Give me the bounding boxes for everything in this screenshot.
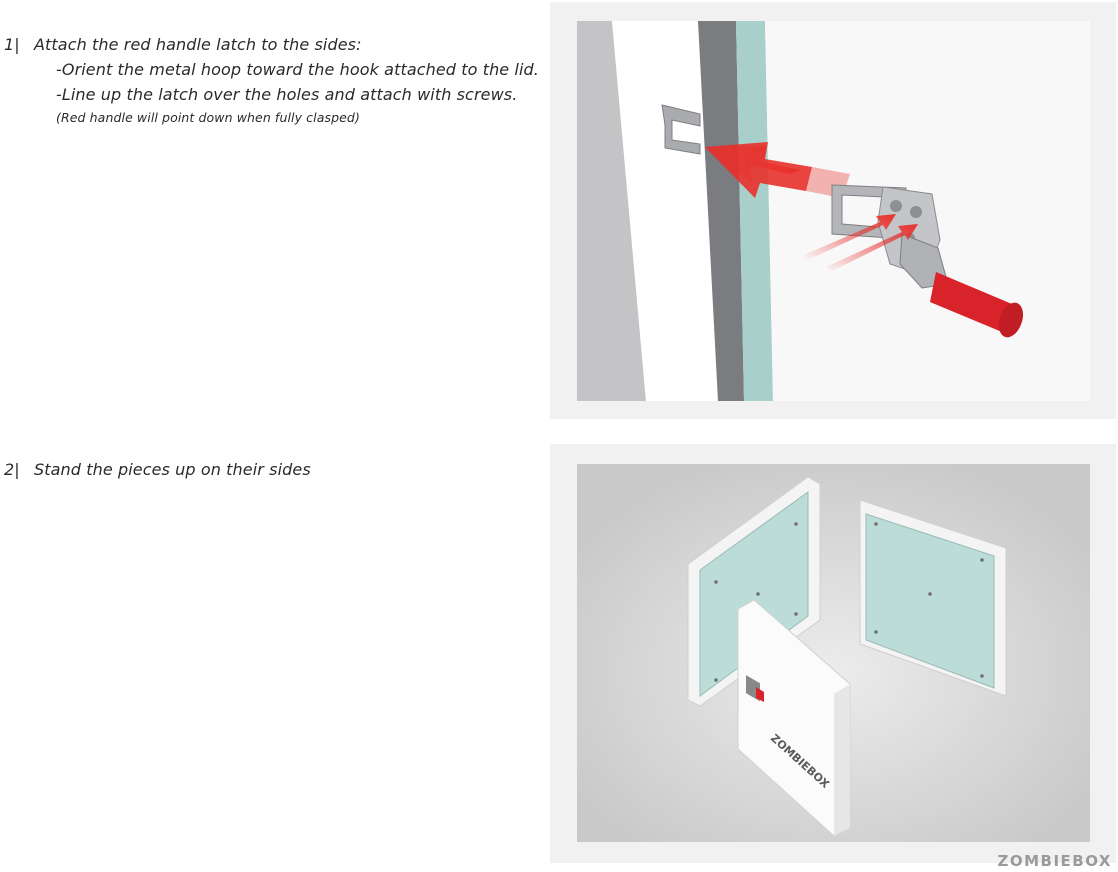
- step-2-instructions: [4, 457, 311, 482]
- step-1-title: Attach the red handle latch to the sides:: [34, 35, 362, 54]
- step-1-illustration: [550, 2, 1116, 419]
- step-1-note: (Red handle will point down when fully clasped): [56, 110, 360, 125]
- latch-attach-diagram: [550, 2, 1116, 419]
- step-2-illustration: [550, 444, 1116, 863]
- brand-logo: ZOMBIEBOX: [997, 852, 1112, 870]
- step-1-bullet-orient: -Orient the metal hoop toward the hook attached to the lid.: [56, 60, 539, 79]
- step-1-bullet-lineup: -Line up the latch over the holes and attach with screws.: [56, 85, 518, 104]
- panel-brand-label: ZOMBIEBOX: [767, 731, 832, 791]
- step-1-number: 1|: [4, 35, 20, 54]
- panels-standing-diagram: [550, 444, 1116, 863]
- step-1-heading: [4, 32, 539, 57]
- step-2-heading: [4, 457, 311, 482]
- step-1-instructions: [4, 32, 539, 129]
- step-2-number: 2|: [4, 460, 20, 479]
- step-2-title: Stand the pieces up on their sides: [34, 460, 311, 479]
